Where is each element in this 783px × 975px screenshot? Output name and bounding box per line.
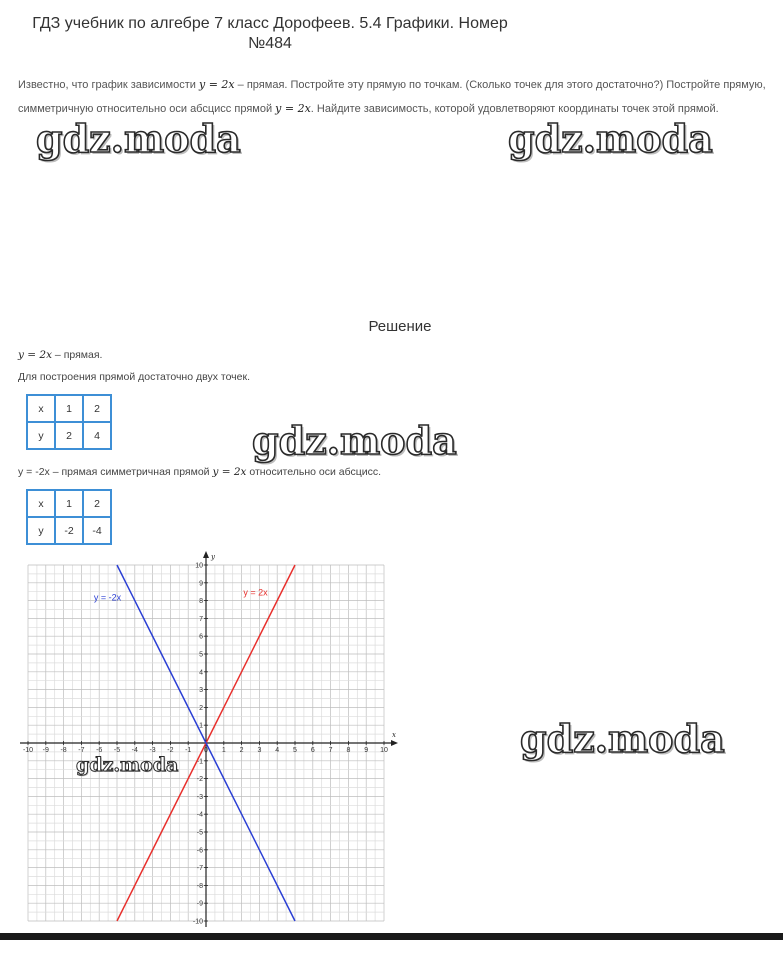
- table-cell: x: [27, 395, 55, 422]
- function-graph: [20, 550, 400, 935]
- table-cell: x: [27, 490, 55, 517]
- table-cell: 2: [83, 490, 111, 517]
- x-tick-label: 8: [346, 747, 351, 754]
- y-tick-label: 5: [199, 651, 203, 659]
- y-tick-label: -10: [192, 918, 203, 926]
- task-text: [18, 73, 773, 121]
- x-tick-label: 5: [293, 747, 297, 754]
- x-tick-label: -4: [131, 747, 138, 754]
- bottom-bar: [0, 933, 783, 940]
- x-tick-label: -1: [185, 747, 192, 754]
- y-axis-arrow: [203, 551, 209, 558]
- y-tick-label: -5: [196, 829, 203, 837]
- task-eq1: y = 2x: [198, 78, 235, 91]
- x-axis-arrow: [391, 740, 398, 746]
- x-tick-label: 1: [221, 747, 226, 754]
- watermark: gdz.moda: [36, 116, 241, 161]
- y-tick-label: 3: [199, 687, 203, 695]
- y-tick-label: 7: [199, 615, 203, 623]
- x-tick-label: 0: [204, 747, 208, 754]
- y-tick-label: -6: [196, 847, 203, 855]
- x-tick-label: 7: [328, 747, 333, 754]
- y-tick-label: -3: [196, 793, 203, 801]
- y-tick-label: -1: [196, 758, 203, 766]
- y-tick-label: 6: [199, 633, 203, 641]
- solution-line2: Для построения прямой достаточно двух точек.: [18, 371, 250, 383]
- x-tick-label: 6: [310, 747, 315, 754]
- table-row: [27, 517, 111, 544]
- task-eq2: y = 2x: [275, 102, 311, 115]
- page-title: [0, 14, 540, 54]
- table-cell: 2: [83, 395, 111, 422]
- x-tick-label: -5: [113, 747, 121, 754]
- solution-line3-pre: y = -2x: [18, 466, 50, 478]
- table-row: [27, 490, 111, 517]
- table-row: [27, 395, 111, 422]
- solution-heading: Решение: [368, 318, 432, 335]
- table-cell: y: [27, 517, 55, 544]
- watermark: gdz.moda: [252, 418, 457, 463]
- solution-line3: [18, 466, 381, 478]
- x-tick-label: -6: [96, 747, 103, 754]
- y-tick-label: 10: [195, 562, 203, 570]
- page-title-line2: №484: [248, 35, 292, 52]
- table-cell: 1: [55, 395, 83, 422]
- x-tick-label: -10: [22, 747, 34, 754]
- x-tick-label: -2: [167, 747, 174, 754]
- table-row: [27, 422, 111, 449]
- series-label-1: y = 2x: [243, 587, 268, 598]
- watermark: gdz.moda: [520, 716, 725, 761]
- x-tick-label: -9: [42, 747, 49, 754]
- y-axis-label: y: [211, 553, 215, 561]
- table-cell: 2: [55, 422, 83, 449]
- table-cell: y: [27, 422, 55, 449]
- x-tick-label: 9: [364, 747, 369, 754]
- x-tick-label: 4: [275, 747, 280, 754]
- values-table-2: [26, 489, 112, 545]
- y-tick-label: 1: [199, 722, 203, 730]
- series-label-2: y = -2x: [93, 592, 122, 603]
- x-tick-label: 10: [380, 747, 388, 754]
- y-tick-label: -8: [196, 882, 203, 890]
- y-tick-label: -9: [196, 900, 203, 908]
- y-tick-label: -2: [196, 776, 203, 784]
- y-tick-label: 2: [199, 704, 203, 712]
- solution-line1-text: – прямая.: [52, 349, 103, 361]
- x-tick-label: 2: [239, 747, 244, 754]
- solution-line3-eq: y = 2x: [212, 466, 247, 478]
- y-tick-label: -7: [196, 865, 203, 873]
- solution-line1: [18, 349, 102, 361]
- x-tick-label: 3: [257, 747, 262, 754]
- values-table-1: [26, 394, 112, 450]
- y-tick-label: 8: [199, 598, 203, 606]
- solution-line3-mid: – прямая симметричная прямой: [49, 466, 213, 478]
- task-part1: Известно, что график зависимости: [18, 79, 199, 91]
- task-part2: – прямая. Постройте эту прямую по точкам. (Сколько точек для этого достаточно?) Постройте прямую, симметричную относительно оси абсцисс прямой: [18, 79, 766, 115]
- x-axis-label: x: [392, 731, 396, 739]
- table-cell: -2: [55, 517, 83, 544]
- y-tick-label: -4: [196, 811, 203, 819]
- page-title-line1: ГДЗ учебник по алгебре 7 класс Дорофеев. 5.4 Графики. Номер: [32, 15, 508, 32]
- x-tick-label: -7: [78, 747, 85, 754]
- table-cell: -4: [83, 517, 111, 544]
- x-tick-label: -8: [60, 747, 67, 754]
- solution-line3-post: относительно оси абсцисс.: [246, 466, 382, 478]
- x-tick-label: -3: [149, 747, 156, 754]
- y-tick-label: 9: [199, 580, 203, 588]
- solution-line1-eq: y = 2x: [18, 349, 53, 361]
- table-cell: 4: [83, 422, 111, 449]
- watermark: gdz.moda: [76, 754, 179, 776]
- watermark: gdz.moda: [508, 116, 713, 161]
- y-tick-label: 4: [199, 669, 203, 677]
- task-part3: . Найдите зависимость, которой удовлетворяют координаты точек этой прямой.: [310, 103, 719, 115]
- table-cell: 1: [55, 490, 83, 517]
